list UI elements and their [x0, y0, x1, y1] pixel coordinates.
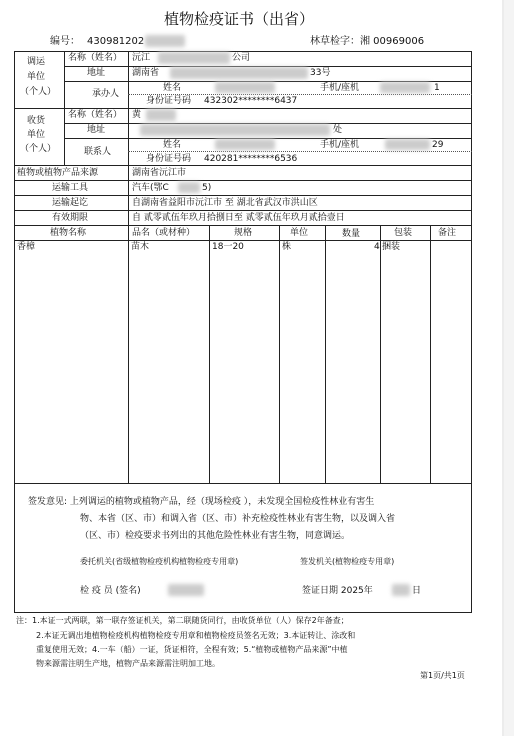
cell-unit: 株 [282, 242, 292, 252]
shipper-group-line2: 单位 [27, 72, 46, 82]
shipper-address-suffix: 33号 [310, 68, 331, 78]
opinion-line2: 物、本省（区、市）和调入省（区、市）补充检疫性林业有害生物，以及调入省 [80, 514, 396, 524]
redaction-mark [380, 82, 430, 93]
transport-value-end: 5) [202, 183, 212, 193]
shipper-group-line3: （个人） [20, 87, 57, 97]
consignee-group-line2: 单位 [27, 130, 46, 140]
consignee-phone-label: 手机/座机 [320, 140, 360, 150]
consignee-person-name-label: 姓名 [163, 140, 182, 150]
redaction-mark [158, 52, 230, 64]
shipper-name-value: 沅江 [132, 53, 151, 63]
route-label: 运输起讫 [52, 198, 89, 208]
shipper-person-name-label: 姓名 [163, 83, 182, 93]
col-header-plant: 植物名称 [50, 228, 87, 238]
route-value: 自湖南省益阳市沅江市 至 湖北省武汉市洪山区 [132, 198, 318, 208]
cell-qty: 4 [374, 242, 380, 252]
cell-packing: 捆装 [382, 242, 401, 252]
forestry-number: 林草检字：湘 00969006 [310, 36, 425, 47]
origin-value: 湖南省沅江市 [132, 168, 187, 178]
opinion-line3: （区、市）检疫要求书列出的其他危险性林业有害生物，同意调运。 [80, 531, 351, 541]
shipper-phone-label: 手机/座机 [320, 83, 360, 93]
cell-spec: 18一20 [212, 242, 244, 252]
shipper-group-line1: 调运 [27, 57, 46, 67]
shipper-phone-value: 1 [434, 83, 440, 93]
note-line1: 注：1.本证一式两联，第一联存签证机关，第二联随货同行，由收货单位（人）保存2年备查； [16, 616, 349, 625]
redaction-mark [392, 584, 410, 596]
redaction-mark [168, 584, 204, 596]
consignee-address-label: 地址 [87, 125, 106, 135]
seal-right-label: 签发机关(植物检疫专用章) [300, 557, 395, 566]
opinion-line1: 签发意见: 上列调运的植物或植物产品，经（现场检疫 ），未发现全国检疫性林业有害生 [28, 497, 375, 507]
date-day-suffix: 日 [412, 586, 422, 596]
page-indicator: 第1页/共1页 [420, 671, 465, 680]
col-header-note: 备注 [438, 228, 457, 238]
shipper-name-label: 名称（姓名） [68, 53, 123, 63]
redaction-mark [178, 182, 200, 193]
shipper-address-value: 湖南省 [132, 68, 160, 78]
col-header-qty: 数量 [342, 229, 361, 239]
col-header-packing: 包装 [394, 228, 413, 238]
consignee-address-suffix: 处 [333, 125, 343, 135]
note-line3: 重复使用无效；4.一车（船）一证，货证相符，全程有效；5.“植物或植物产品来源”中植 [36, 645, 348, 654]
cert-number-label: 编号： [50, 36, 80, 47]
shipper-name-suffix: 公司 [232, 53, 251, 63]
consignee-group-line1: 收货 [27, 116, 46, 126]
shipper-id-value: 432302********6437 [204, 96, 298, 106]
validity-value: 自 贰零贰伍年玖月拾捌日至 贰零贰伍年玖月贰拾壹日 [132, 213, 345, 223]
consignee-name-label: 名称（姓名） [68, 110, 123, 120]
consignee-group-line3: （个人） [20, 144, 57, 154]
consignee-phone-value: 29 [432, 140, 444, 150]
shipper-id-label: 身份证号码 [146, 96, 192, 106]
cert-number-value: 430981202 [87, 36, 145, 47]
seal-left-label: 委托机关(省级植物检疫机构植物检疫专用章) [80, 557, 239, 566]
origin-label: 植物或植物产品来源 [17, 168, 99, 178]
redaction-mark [385, 139, 430, 150]
transport-label: 运输工具 [52, 183, 89, 193]
redaction-mark [145, 35, 185, 47]
page-title: 植物检疫证书（出省） [164, 10, 315, 28]
redaction-mark [170, 67, 308, 79]
consignee-name-value: 黄 [132, 110, 142, 120]
consignee-id-value: 420281********6536 [204, 154, 298, 164]
inspector-label: 检 疫 员 (签名) [80, 586, 141, 596]
shipper-handler-label: 承办人 [92, 89, 120, 99]
cell-plant: 香樟 [17, 242, 36, 252]
col-header-unit: 单位 [290, 228, 309, 238]
redaction-mark [146, 109, 176, 121]
redaction-mark [140, 124, 330, 136]
cell-product: 苗木 [131, 242, 150, 252]
redaction-mark [215, 139, 275, 150]
consignee-id-label: 身份证号码 [146, 154, 192, 164]
col-header-product: 品名（或材种） [132, 228, 196, 238]
note-line2: 2.本证无调出地植物检疫机构植物检疫专用章和植物检疫员签名无效；3.本证转让、涂改和 [36, 631, 356, 640]
date-label: 签证日期 2025年 [302, 586, 373, 596]
consignee-contact-label: 联系人 [84, 147, 112, 157]
col-header-spec: 规格 [234, 228, 253, 238]
scrollbar[interactable] [504, 0, 514, 736]
note-line4: 物来源需注明生产地，植物产品来源需注明加工地。 [36, 659, 220, 668]
shipper-address-label: 地址 [87, 68, 106, 78]
transport-value-start: 汽车(鄂C [132, 183, 169, 193]
validity-label: 有效期限 [52, 213, 89, 223]
redaction-mark [215, 82, 275, 93]
